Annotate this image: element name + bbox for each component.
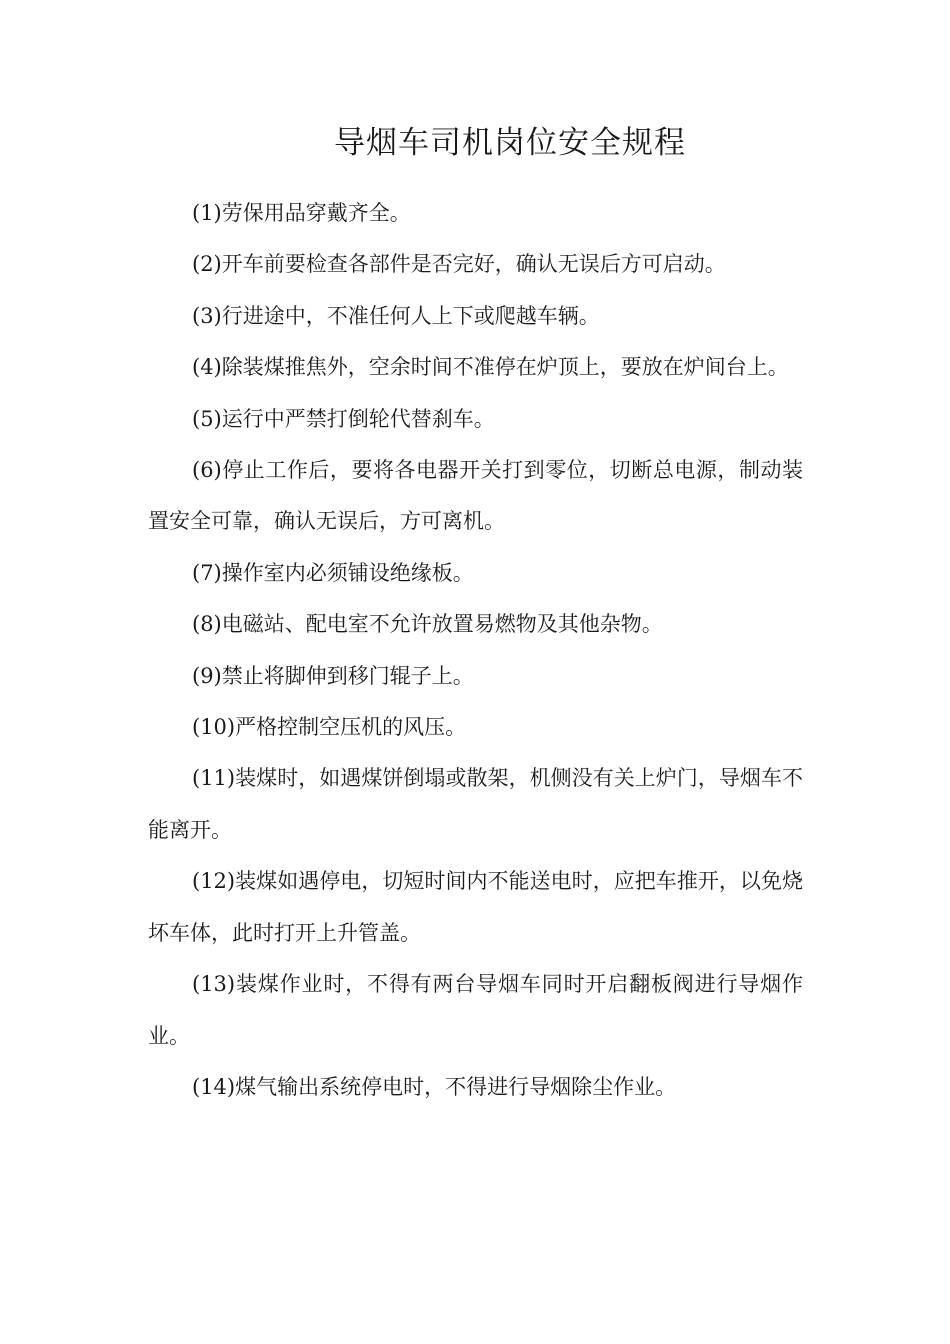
rule-item-9: (9)禁止将脚伸到移门辊子上。 [192,663,474,688]
rule-item-6: (6)停止工作后，要将各电器开关打到零位，切断总电源，制动装置安全可靠，确认无误后，方可离机。 [148,458,803,534]
rule-item-4: (4)除装煤推焦外，空余时间不准停在炉顶上，要放在炉间台上。 [192,355,789,380]
document-title: 导烟车司机岗位安全规程 [334,125,686,161]
rule-item-7: (7)操作室内必须铺设绝缘板。 [192,560,474,585]
rule-item-11: (11)装煤时，如遇煤饼倒塌或散架，机侧没有关上炉门，导烟车不能离开。 [148,766,803,842]
rule-item-1: (1)劳保用品穿戴齐全。 [192,201,411,225]
rule-item-13: (13)装煤作业时，不得有两台导烟车同时开启翻板阀进行导烟作业。 [148,972,803,1048]
rule-item-8: (8)电磁站、配电室不允许放置易燃物及其他杂物。 [192,612,663,637]
rule-item-3: (3)行进途中，不准任何人上下或爬越车辆。 [192,303,600,328]
rule-item-5: (5)运行中严禁打倒轮代替刹车。 [192,406,495,431]
rule-item-2: (2)开车前要检查各部件是否完好，确认无误后方可启动。 [192,252,726,277]
rule-item-10: (10)严格控制空压机的风压。 [192,715,467,740]
rule-item-12: (12)装煤如遇停电，切短时间内不能送电时，应把车推开，以免烧坏车体，此时打开上升管盖。 [148,869,803,945]
document-body [148,188,803,1113]
rule-item-14: (14)煤气输出系统停电时，不得进行导烟除尘作业。 [192,1074,677,1099]
